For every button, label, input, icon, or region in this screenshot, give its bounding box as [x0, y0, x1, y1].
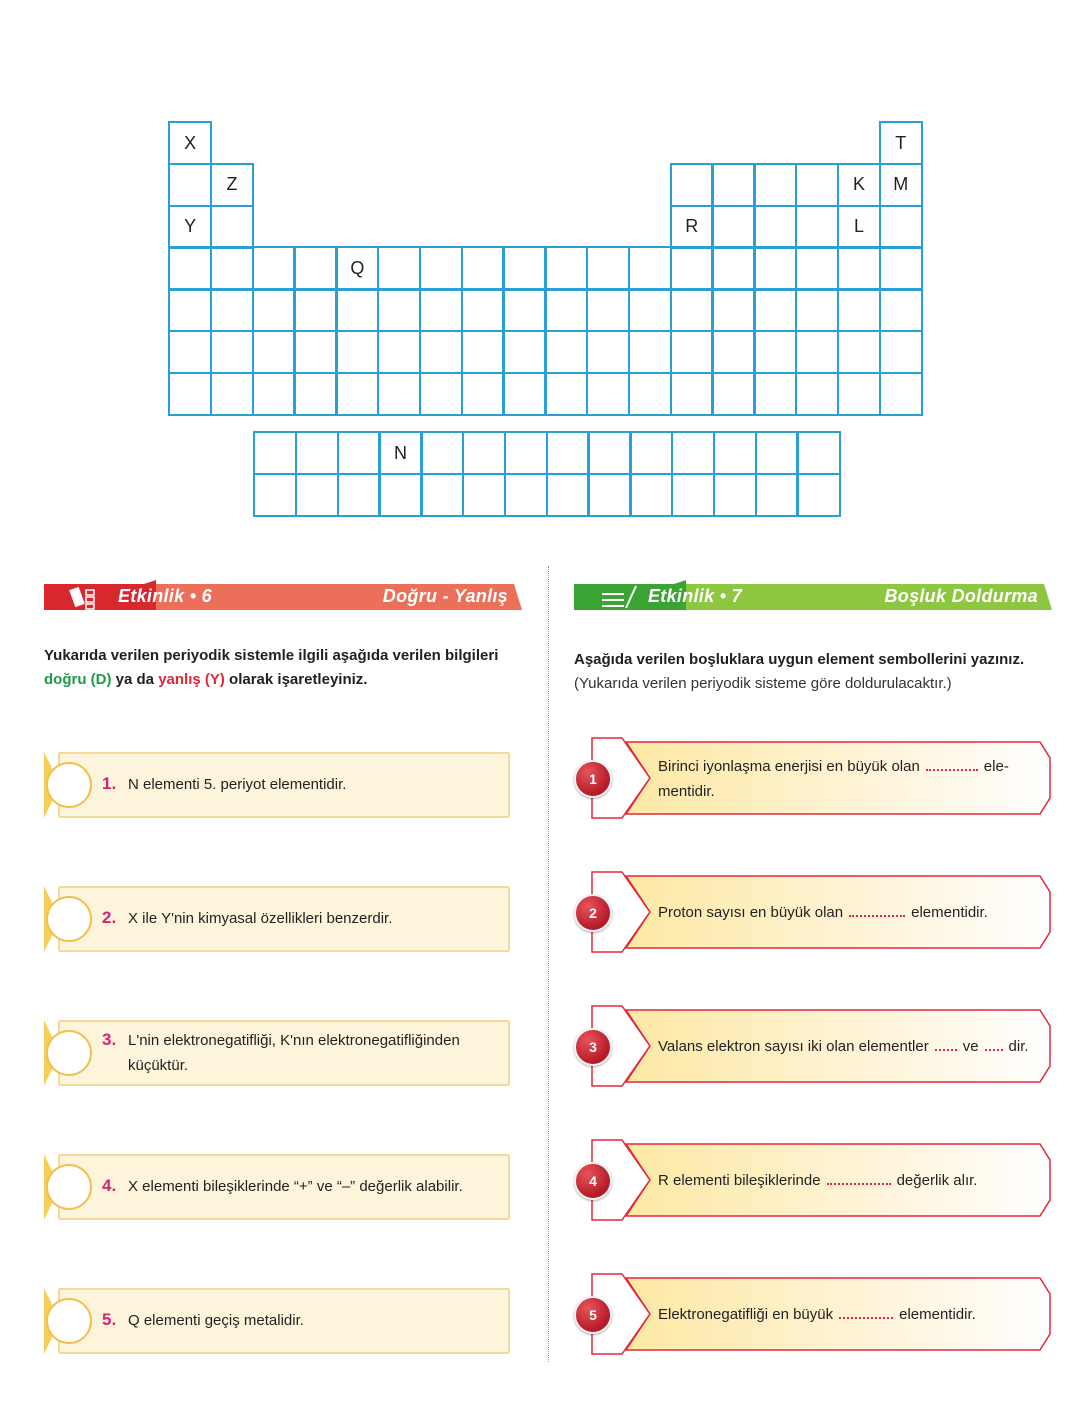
table-cell [879, 163, 923, 207]
table-cell [879, 288, 923, 332]
fill-blank-item [574, 1272, 1054, 1356]
item-text: L'nin elektronegatifliği, K'nın elektronegatifliğinden küçüktür. [128, 1032, 460, 1074]
table-cell [377, 288, 421, 332]
fill-blank-item [574, 870, 1054, 954]
text-line2: mentidir. [658, 783, 715, 800]
text-after: ele- [983, 758, 1009, 775]
table-cell [628, 372, 672, 416]
table-cell [795, 246, 839, 290]
table-cell [544, 330, 588, 374]
table-cell [168, 330, 212, 374]
table-cell [377, 330, 421, 374]
table-cell [502, 372, 546, 416]
number-badge: 1 [574, 760, 612, 798]
item-text: X elementi bileşiklerinde “+” ve “–” değerlik alabilir. [128, 1178, 463, 1195]
table-cell [168, 121, 212, 165]
table-cell [168, 163, 212, 207]
f-block-cell [253, 473, 297, 517]
table-cell [711, 288, 755, 332]
f-block-cell [713, 431, 757, 475]
table-cell [711, 330, 755, 374]
blank-field[interactable] [827, 1169, 891, 1185]
table-cell [461, 372, 505, 416]
table-cell [837, 246, 881, 290]
true-false-item [44, 1020, 508, 1086]
text-after: elementidir. [911, 904, 988, 921]
element-symbol: Y [184, 216, 197, 237]
activity7-label: Etkinlik • 7 [648, 586, 742, 606]
f-block-cell [546, 431, 590, 475]
table-cell [628, 246, 672, 290]
element-symbol: L [853, 216, 864, 237]
table-cell [837, 372, 881, 416]
f-block-cell [713, 473, 757, 517]
table-cell [461, 330, 505, 374]
table-cell [879, 246, 923, 290]
table-cell [795, 163, 839, 207]
f-block-cell [378, 473, 422, 517]
element-symbol: Z [226, 174, 238, 195]
activity6-label: Etkinlik • 6 [118, 586, 212, 606]
table-cell [879, 372, 923, 416]
f-block-cell [671, 431, 715, 475]
table-cell [210, 372, 254, 416]
table-cell [670, 330, 714, 374]
table-cell [502, 288, 546, 332]
fill-blank-item [574, 1004, 1054, 1088]
table-cell [711, 163, 755, 207]
table-cell [711, 246, 755, 290]
table-cell [461, 246, 505, 290]
blank-field[interactable] [839, 1303, 893, 1319]
f-block-cell [546, 473, 590, 517]
answer-circle[interactable] [46, 896, 92, 942]
table-cell [335, 288, 379, 332]
table-cell [335, 330, 379, 374]
text-before: Valans elektron sayısı iki olan elementler [658, 1038, 929, 1055]
item-text [658, 754, 1009, 804]
table-cell [586, 246, 630, 290]
table-cell [837, 163, 881, 207]
table-cell [837, 288, 881, 332]
activity6-type: Doğru - Yanlış [382, 586, 508, 606]
table-cell [544, 288, 588, 332]
table-cell [419, 372, 463, 416]
table-cell [293, 330, 337, 374]
table-cell [210, 288, 254, 332]
periodic-table [0, 0, 1080, 540]
table-cell [252, 246, 296, 290]
table-cell [544, 246, 588, 290]
table-cell [252, 330, 296, 374]
mid-word: ya da [115, 671, 155, 688]
item-number: 2. [102, 908, 117, 927]
f-block-cell [629, 473, 673, 517]
end-word: olarak işaretleyiniz. [229, 671, 368, 688]
f-block-cell [796, 431, 840, 475]
f-block-cell [755, 473, 799, 517]
table-cell [544, 372, 588, 416]
table-cell [377, 372, 421, 416]
element-symbol: N [394, 442, 408, 463]
table-cell [168, 288, 212, 332]
table-cell [210, 205, 254, 249]
item-number: 1. [102, 774, 117, 793]
activity6-banner [44, 580, 522, 614]
f-block-cell [796, 473, 840, 517]
f-block-cell [378, 431, 422, 475]
table-cell [753, 372, 797, 416]
answer-circle[interactable] [46, 1298, 92, 1344]
table-cell [210, 246, 254, 290]
true-word: doğru (D) [44, 671, 112, 688]
blank-field[interactable] [926, 755, 978, 771]
table-cell [795, 372, 839, 416]
element-symbol: Q [350, 258, 365, 279]
f-block-cell [755, 431, 799, 475]
element-symbol: R [685, 216, 699, 237]
item-text [658, 1168, 977, 1193]
item-text [658, 1034, 1029, 1059]
element-symbol: X [184, 132, 197, 153]
instruction-sub: (Yukarıda verilen periyodik sisteme göre doldurulacaktır.) [574, 675, 952, 692]
table-cell [753, 205, 797, 249]
table-cell [711, 372, 755, 416]
element-symbol: T [895, 132, 907, 153]
table-cell [502, 330, 546, 374]
instruction-bold: Aşağıda verilen boşluklara uygun element sembollerini yazınız. [574, 651, 1025, 668]
table-cell [753, 246, 797, 290]
f-block-cell [420, 431, 464, 475]
true-false-item [44, 1154, 508, 1220]
instruction-line1: Yukarıda verilen periyodik sistemle ilgili aşağıda verilen bilgileri [44, 647, 499, 664]
element-symbol: M [893, 174, 909, 195]
f-block-cell [295, 431, 339, 475]
item-text: X ile Y'nin kimyasal özellikleri benzerdir. [128, 910, 393, 927]
answer-circle[interactable] [46, 1164, 92, 1210]
table-cell [586, 372, 630, 416]
table-cell [210, 330, 254, 374]
table-cell [419, 330, 463, 374]
f-block-cell [462, 431, 506, 475]
table-cell [168, 205, 212, 249]
element-symbol: K [852, 174, 865, 195]
number-badge: 3 [574, 1028, 612, 1066]
table-cell [210, 163, 254, 207]
table-cell [670, 205, 714, 249]
f-block-cell [629, 431, 673, 475]
text-after: değerlik alır. [896, 1172, 978, 1189]
table-cell [168, 246, 212, 290]
fill-blank-item [574, 736, 1054, 820]
f-block-cell [671, 473, 715, 517]
table-cell [879, 121, 923, 165]
true-false-item [44, 886, 508, 952]
f-block-cell [587, 431, 631, 475]
table-cell [711, 205, 755, 249]
text-before: Proton sayısı en büyük olan [658, 904, 844, 921]
table-cell [670, 288, 714, 332]
table-cell [419, 246, 463, 290]
true-false-item [44, 752, 508, 818]
item-text [658, 900, 988, 925]
table-cell [335, 246, 379, 290]
f-block-cell [420, 473, 464, 517]
item-number: 5. [102, 1310, 117, 1329]
f-block-cell [504, 431, 548, 475]
table-cell [837, 205, 881, 249]
table-cell [419, 288, 463, 332]
activity7-type: Boşluk Doldurma [884, 586, 1038, 606]
blank-field[interactable] [935, 1035, 957, 1051]
table-cell [795, 205, 839, 249]
item-number: 4. [102, 1176, 117, 1195]
column-divider [548, 566, 549, 1362]
number-badge: 4 [574, 1162, 612, 1200]
f-block-cell [462, 473, 506, 517]
table-cell [795, 288, 839, 332]
table-cell [670, 372, 714, 416]
item-number: 3. [102, 1030, 117, 1049]
f-block-cell [337, 431, 381, 475]
table-cell [628, 288, 672, 332]
table-cell [670, 246, 714, 290]
text-mid: ve [962, 1038, 979, 1055]
f-block-cell [295, 473, 339, 517]
number-badge: 5 [574, 1296, 612, 1334]
number-badge: 2 [574, 894, 612, 932]
table-cell [252, 288, 296, 332]
table-cell [293, 246, 337, 290]
f-block-cell [337, 473, 381, 517]
table-cell [502, 246, 546, 290]
f-block-cell [253, 431, 297, 475]
table-cell [879, 205, 923, 249]
table-cell [293, 288, 337, 332]
table-cell [293, 372, 337, 416]
table-cell [252, 372, 296, 416]
table-cell [628, 330, 672, 374]
text-before: Birinci iyonlaşma enerjisi en büyük olan [658, 758, 920, 775]
activity6-instruction [44, 644, 534, 692]
table-cell [586, 330, 630, 374]
f-block-cell [504, 473, 548, 517]
item-text: N elementi 5. periyot elementidir. [128, 776, 347, 793]
blank-field[interactable] [849, 901, 905, 917]
text-after: dir. [1008, 1038, 1029, 1055]
f-block-cell [587, 473, 631, 517]
activity7-instruction [574, 648, 1064, 696]
table-cell [586, 288, 630, 332]
table-cell [879, 330, 923, 374]
table-cell [753, 330, 797, 374]
item-text: Q elementi geçiş metalidir. [128, 1312, 304, 1329]
true-false-item [44, 1288, 508, 1354]
activity7-banner [574, 580, 1052, 614]
table-cell [461, 288, 505, 332]
blank-field[interactable] [985, 1035, 1003, 1051]
table-cell [795, 330, 839, 374]
table-cell [753, 288, 797, 332]
answer-circle[interactable] [46, 762, 92, 808]
false-word: yanlış (Y) [158, 671, 225, 688]
table-cell [753, 163, 797, 207]
fill-blank-item [574, 1138, 1054, 1222]
text-before: Elektronegatifliği en büyük [658, 1306, 834, 1323]
table-cell [335, 372, 379, 416]
table-cell [168, 372, 212, 416]
table-cell [377, 246, 421, 290]
answer-circle[interactable] [46, 1030, 92, 1076]
table-cell [837, 330, 881, 374]
text-after: elementidir. [899, 1306, 976, 1323]
text-before: R elementi bileşiklerinde [658, 1172, 821, 1189]
table-cell [670, 163, 714, 207]
item-text [658, 1302, 976, 1327]
